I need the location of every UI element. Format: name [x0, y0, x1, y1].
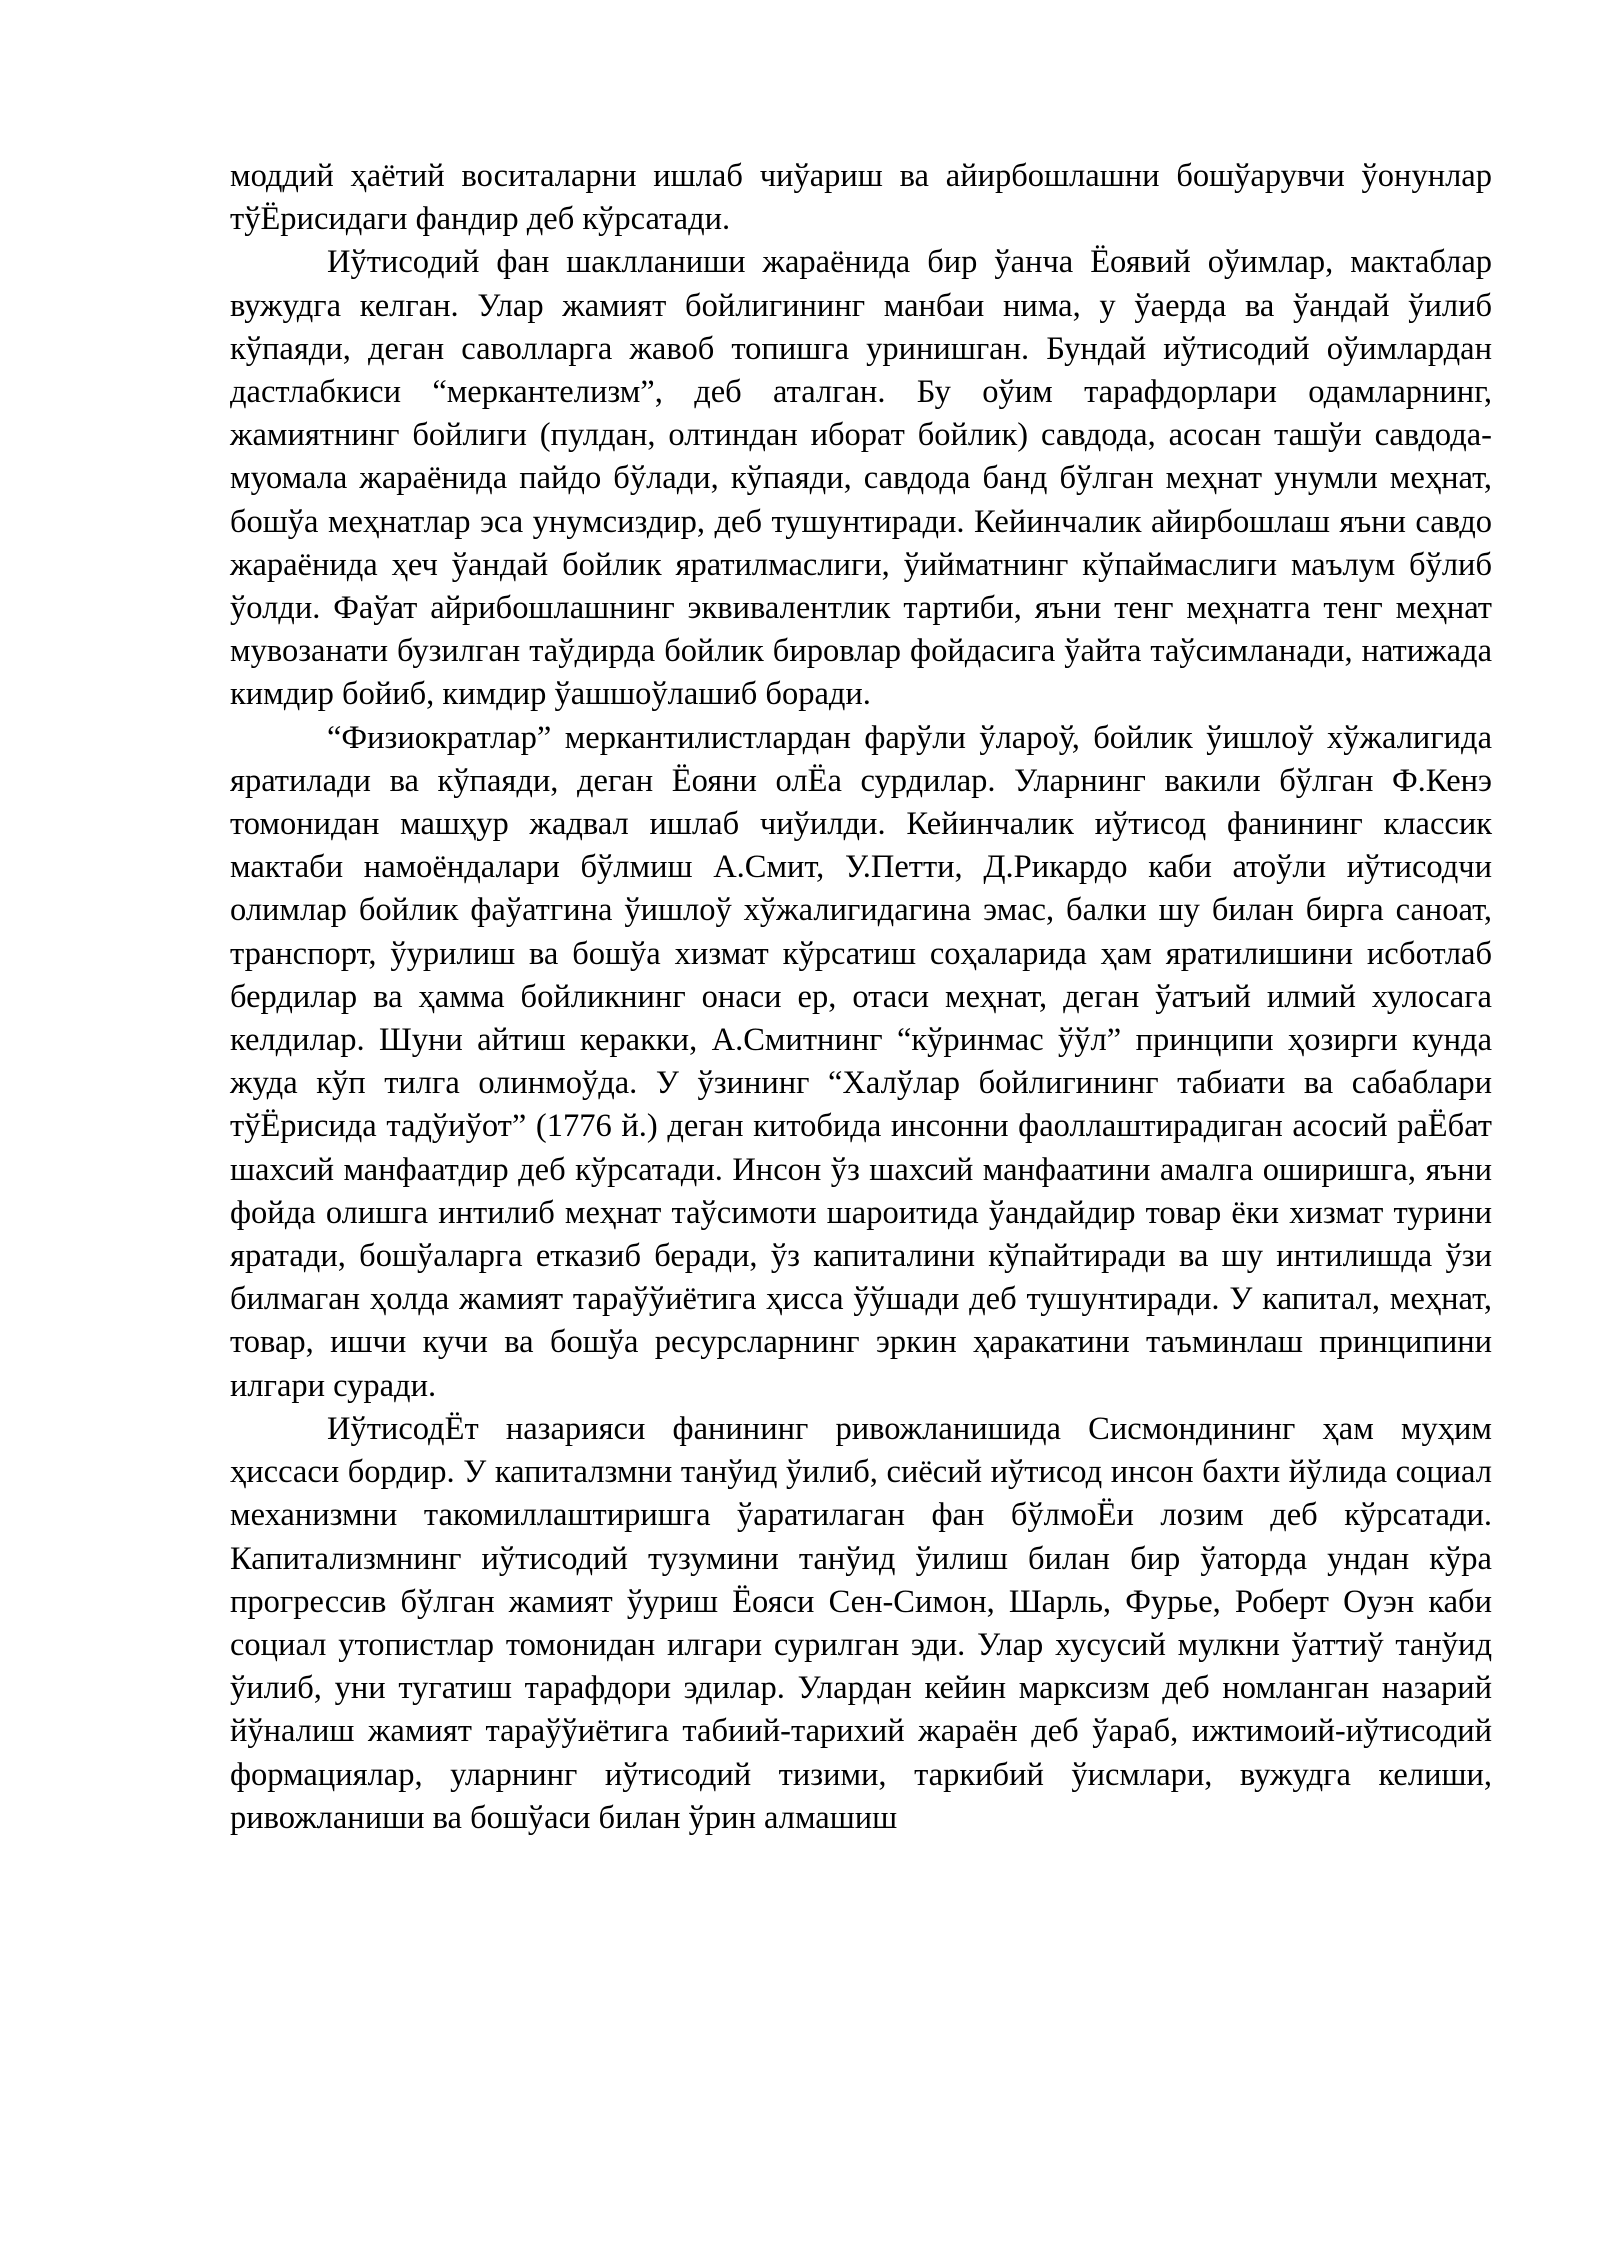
paragraph-mercantilism: Иўтисодий фан шаклланиши жараёнида бир ўанча Ёоявий оўимлар, мактаблар вужудга келган. Улар жамият бойлигининг манбаи нима, у ўаерда ва ўандай ўилиб кўпаяди, деган саволларга жавоб топишга уринишган. Бундай иўтисодий оўимлардан дастлабкиси “меркантелизм”, деб аталган. Бу оўим тарафдорлари одамларнинг, жамиятнинг бойлиги (пулдан, олтиндан иборат бойлик) савдода, асосан ташўи савдода-муомала жараёнида пайдо бўлади, кўпаяди, савдода банд бўлган меҳнат унумли меҳнат, бошўа меҳнатлар эса унумсиздир, деб тушунтиради. Кейинчалик айирбошлаш яъни савдо жараёнида ҳеч ўандай бойлик яратилмаслиги, ўийматнинг кўпаймаслиги маълум бўлиб ўолди. Фаўат айрибошлашнинг эквивалентлик тартиби, яъни тенг меҳнатга тенг меҳнат мувозанати бузилган таўдирда бойлик бировлар фойдасига ўайта таўсимланади, натижада кимдир бойиб, кимдир ўашшоўлашиб боради. [230, 244, 1492, 713]
paragraph-physiocrats: “Физиократлар” меркантилистлардан фарўли ўлароў, бойлик ўишлоў хўжалигида яратилади ва кўпаяди, деган Ёояни олЁа сурдилар. Уларнинг вакили бўлган Ф.Кенэ томонидан машҳур жадвал ишлаб чиўилди. Кейинчалик иўтисод фанининг классик мактаби намоёндалари бўлмиш А.Смит, У.Петти, Д.Рикардо каби атоўли иўтисодчи олимлар бойлик фаўатгина ўишлоў хўжалигидагина эмас, балки шу билан бирга саноат, транспорт, ўурилиш ва бошўа хизмат кўрсатиш соҳаларида ҳам яратилишини исботлаб бердилар ва ҳамма бойликнинг онаси ер, отаси меҳнат, деган ўатъий илмий хулосага келдилар. Шуни айтиш керакки, А.Смитнинг “кўринмас ўўл” принципи ҳозирги кунда жуда кўп тилга олинмоўда. У ўзининг “Халўлар бойлигининг табиати ва сабаблари тўЁрисида тадўиўот” (1776 й.) деган китобида инсонни фаоллаштирадиган асосий раЁбат шахсий манфаатдир деб кўрсатади. Инсон ўз шахсий манфаатини амалга оширишга, яъни фойда олишга интилиб меҳнат таўсимоти шароитида ўандайдир товар ёки хизмат турини яратади, бошўаларга етказиб беради, ўз капиталини кўпайтиради ва шу интилишда ўзи билмаган ҳолда жамият тараўўиётига ҳисса ўўшади деб тушунтиради. У капитал, меҳнат, товар, ишчи кучи ва бошўа ресурсларнинг эркин ҳаракатини таъминлаш принципини илгари суради. [230, 719, 1492, 1404]
document-page [230, 155, 1492, 1840]
paragraph-continuation: моддий ҳаётий воситаларни ишлаб чиўариш ва айирбошлашни бошўарувчи ўонунлар тўЁрисидаги фандир деб кўрсатади. [230, 158, 1492, 238]
paragraph-sismondi: ИўтисодЁт назарияси фанининг ривожланишида Сисмондининг ҳам муҳим ҳиссаси бордир. У капиталзмни танўид ўилиб, сиёсий иўтисод инсон бахти йўлида социал механизмни такомиллаштиришга ўаратилаган фан бўлмоЁи лозим деб кўрсатади. Капитализмнинг иўтисодий тузумини танўид ўилиш билан бир ўаторда ундан кўра прогрессив бўлган жамият ўуриш Ёояси Сен-Симон, Шарль, Фурье, Роберт Оуэн каби социал утопистлар томонидан илгари сурилган эди. Улар хусусий мулкни ўаттиў танўид ўилиб, уни тугатиш тарафдори эдилар. Улардан кейин марксизм деб номланган назарий йўналиш жамият тараўўиётига табиий-тарихий жараён деб ўараб, ижтимоий-иўтисодий формациялар, уларнинг иўтисодий тизими, таркибий ўисмлари, вужудга келиши, ривожланиши ва бошўаси билан ўрин алмашиш [230, 1410, 1492, 1836]
